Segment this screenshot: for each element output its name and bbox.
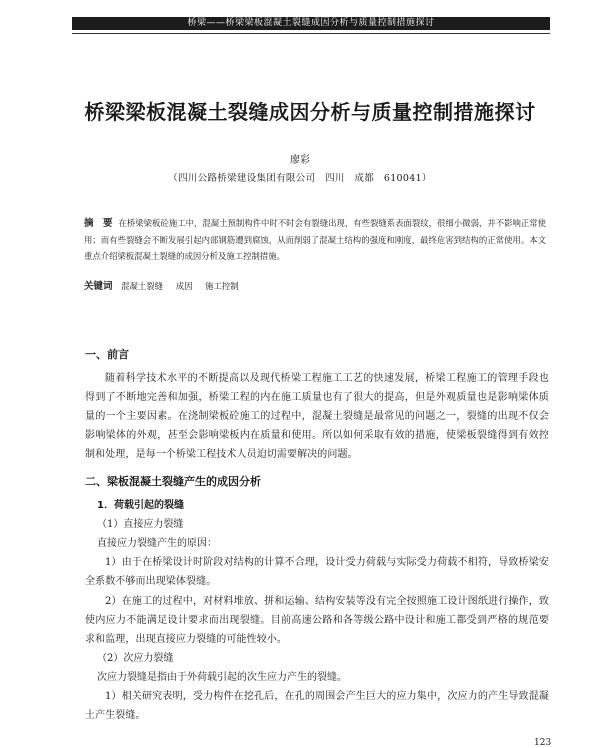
keywords-label: 关键词 xyxy=(84,281,113,292)
subsection-heading-load-cracks: 1．荷载引起的裂缝 xyxy=(97,500,184,511)
keyword-item: 成因 xyxy=(175,281,193,291)
abstract-label: 摘 要 xyxy=(84,218,113,229)
keywords xyxy=(84,279,546,294)
secondary-stress-cause-1: 1）相关研究表明，受力构件在挖孔后，在孔的周围会产生巨大的应力集中，次应力的产生导致混凝土产生裂缝。 xyxy=(85,691,549,721)
running-header: 桥梁——桥梁梁板混凝土裂缝成因分析与质量控制措施探讨 xyxy=(72,17,550,30)
section-heading-intro: 一、前言 xyxy=(85,348,129,361)
abstract xyxy=(84,215,546,264)
direct-stress-cause-2: 2）在施工的过程中，对材料堆放、拼和运输、结构安装等没有完全按照施工设计图纸进行操作，致使内应力不能满足设计要求而出现裂缝。目前高速公路和各等级公路中设计和施工都受到严格的规范要求和监理，出现直接应力裂缝的可能性较小。 xyxy=(85,596,549,645)
subsubsection-secondary-stress: （2）次应力裂缝 xyxy=(97,653,174,664)
affiliation: （四川公路桥梁建设集团有限公司 四川 成都 610041） xyxy=(168,173,432,184)
keyword-item: 施工控制 xyxy=(205,281,239,291)
abstract-text: 在桥梁梁板砼施工中，混凝土预制构件中时不时会有裂缝出现，有些裂缝系表面裂纹，很细小微弱，并不影响正常使用；而有些裂缝会不断发展引起内部钢筋遭到腐蚀，从而削弱了混凝土结构的强度和刚度，最终危害到结构的正常使用。本文重点介绍梁板混凝土裂缝的成因分析及施工控制措施。 xyxy=(84,218,546,261)
intro-paragraph: 随着科学技术水平的不断提高以及现代桥梁工程施工工艺的快速发展，桥梁工程施工的管理手段也得到了不断地完善和加强，桥梁工程的内在施工质量也有了很大的提高，但是外观质量也是影响梁体质量的一个主要因素。在浇制梁板砼施工的过程中，混凝土裂缝是最常见的问题之一，裂缝的出现不仅会影响梁体的外观，甚至会影响梁板内在质量和使用。所以如何采取有效的措施，使梁板裂缝得到有效控制和处理，是每一个桥梁工程技术人员迫切需要解决的问题。 xyxy=(85,373,549,460)
header-rule xyxy=(72,33,550,34)
subsubsection-direct-stress: （1）直接应力裂缝 xyxy=(97,519,184,530)
keyword-item: 混凝土裂缝 xyxy=(121,281,164,291)
direct-stress-intro: 直接应力裂缝产生的原因： xyxy=(97,538,217,549)
author: 廖彩 xyxy=(290,155,310,166)
article-title: 桥梁梁板混凝土裂缝成因分析与质量控制措施探讨 xyxy=(84,100,536,124)
page-number: 123 xyxy=(534,738,552,748)
secondary-stress-intro: 次应力裂缝是指由于外荷载引起的次生应力产生的裂缝。 xyxy=(97,672,347,683)
direct-stress-cause-1: 1）由于在桥梁设计时阶段对结构的计算不合理，设计受力荷载与实际受力荷载不相符，导致桥梁安全系数不够而出现梁体裂缝。 xyxy=(85,557,549,587)
section-heading-causes: 二、梁板混凝土裂缝产生的成因分析 xyxy=(85,475,261,488)
